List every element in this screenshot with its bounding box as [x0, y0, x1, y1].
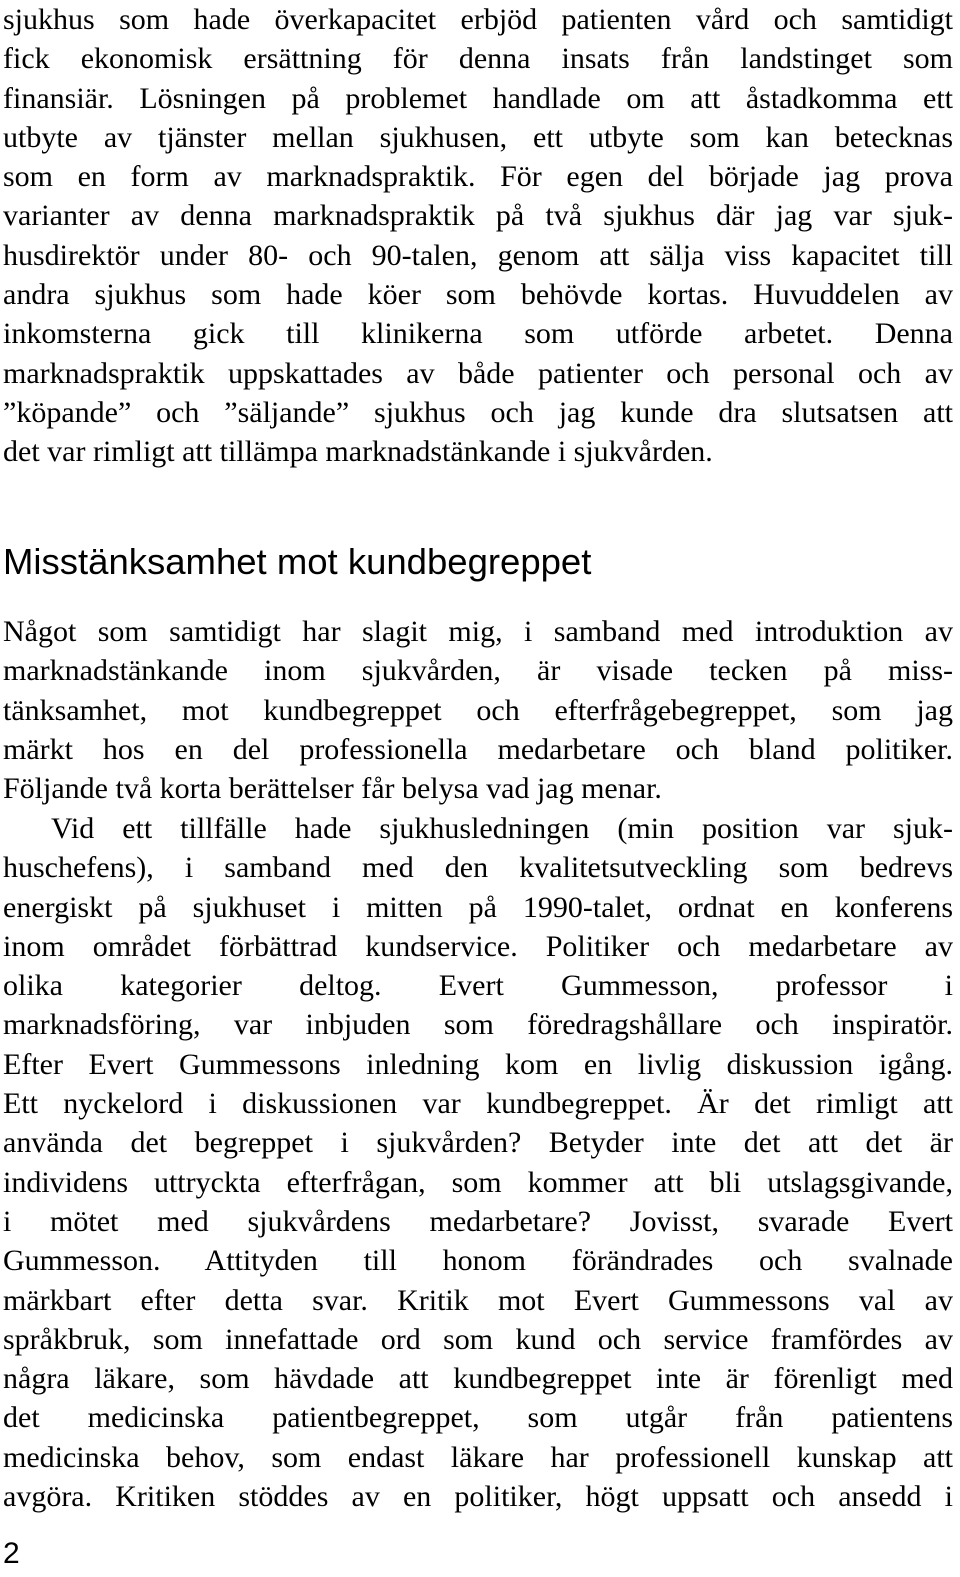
- text-line: som en form av marknadspraktik. För egen del började jag prova: [3, 160, 953, 194]
- text-line: inkomsterna gick till klinikerna som utförde arbetet. Denna: [3, 317, 953, 351]
- text-line: energiskt på sjukhuset i mitten på 1990-talet, ordnat en konferens: [3, 890, 953, 924]
- body-paragraph: [3, 612, 953, 808]
- text-line: huschefens), i samband med den kvalitetsutveckling som bedrevs: [3, 851, 953, 885]
- text-line: fick ekonomisk ersättning för denna insats från landstinget som: [3, 42, 953, 76]
- text-line: andra sjukhus som hade köer som behövde kortas. Huvuddelen av: [3, 278, 953, 312]
- text-line: Gummesson. Attityden till honom förändrades och svalnade: [3, 1244, 953, 1278]
- body-paragraph: [3, 809, 953, 1516]
- text-line: Något som samtidigt har slagit mig, i samband med introduktion av: [3, 615, 953, 648]
- text-line: husdirektör under 80- och 90-talen, genom att sälja viss kapacitet till: [3, 238, 953, 272]
- text-line: några läkare, som hävdade att kundbegreppet inte är förenligt med: [3, 1362, 953, 1396]
- text-line: ”köpande” och ”säljande” sjukhus och jag kunde dra slutsatsen att: [3, 395, 953, 429]
- text-line: olika kategorier deltog. Evert Gummesson, professor i: [3, 969, 953, 1003]
- text-line: språkbruk, som innefattade ord som kund och service framfördes av: [3, 1322, 953, 1356]
- page-number: 2: [3, 1537, 20, 1570]
- section-heading: Misstänksamhet mot kundbegreppet: [3, 541, 592, 582]
- text-line: det var rimligt att tillämpa marknadstänkande i sjukvården.: [3, 435, 713, 469]
- text-line: inom området förbättrad kundservice. Politiker och medarbetare av: [3, 929, 953, 963]
- text-line: Följande två korta berättelser får belysa vad jag menar.: [3, 772, 662, 806]
- text-line: sjukhus som hade överkapacitet erbjöd patienten vård och samtidigt: [3, 3, 953, 36]
- text-line: marknadspraktik uppskattades av både patienter och personal och av: [3, 356, 953, 390]
- text-line: medicinska behov, som endast läkare har professionell kunskap att: [3, 1440, 953, 1474]
- body-paragraph: [3, 0, 953, 472]
- text-line: i mötet med sjukvårdens medarbetare? Jovisst, svarade Evert: [3, 1204, 953, 1238]
- text-line: Vid ett tillfälle hade sjukhusledningen (min position var sjuk-: [51, 812, 953, 845]
- text-line: marknadsföring, var inbjuden som föredragshållare och inspiratör.: [3, 1008, 953, 1042]
- text-line: individens uttryckta efterfrågan, som kommer att bli utslagsgivande,: [3, 1165, 953, 1199]
- text-line: Efter Evert Gummessons inledning kom en livlig diskussion igång.: [3, 1047, 953, 1081]
- text-line: märkbart efter detta svar. Kritik mot Evert Gummessons val av: [3, 1283, 953, 1317]
- text-line: varianter av denna marknadspraktik på två sjukhus där jag var sjuk-: [3, 199, 953, 233]
- text-line: marknadstänkande inom sjukvården, är visade tecken på miss-: [3, 654, 953, 688]
- text-line: tänksamhet, mot kundbegreppet och efterfrågebegreppet, som jag: [3, 693, 953, 727]
- text-line: det medicinska patientbegreppet, som utgår från patientens: [3, 1401, 953, 1435]
- text-line: utbyte av tjänster mellan sjukhusen, ett utbyte som kan betecknas: [3, 120, 953, 154]
- text-line: Ett nyckelord i diskussionen var kundbegreppet. Är det rimligt att: [3, 1087, 953, 1121]
- text-line: använda det begreppet i sjukvården? Betyder inte det att det är: [3, 1126, 953, 1160]
- text-line: märkt hos en del professionella medarbetare och bland politiker.: [3, 732, 953, 766]
- text-line: avgöra. Kritiken stöddes av en politiker, högt uppsatt och ansedd i: [3, 1480, 953, 1514]
- text-line: finansiär. Lösningen på problemet handlade om att åstadkomma ett: [3, 81, 953, 115]
